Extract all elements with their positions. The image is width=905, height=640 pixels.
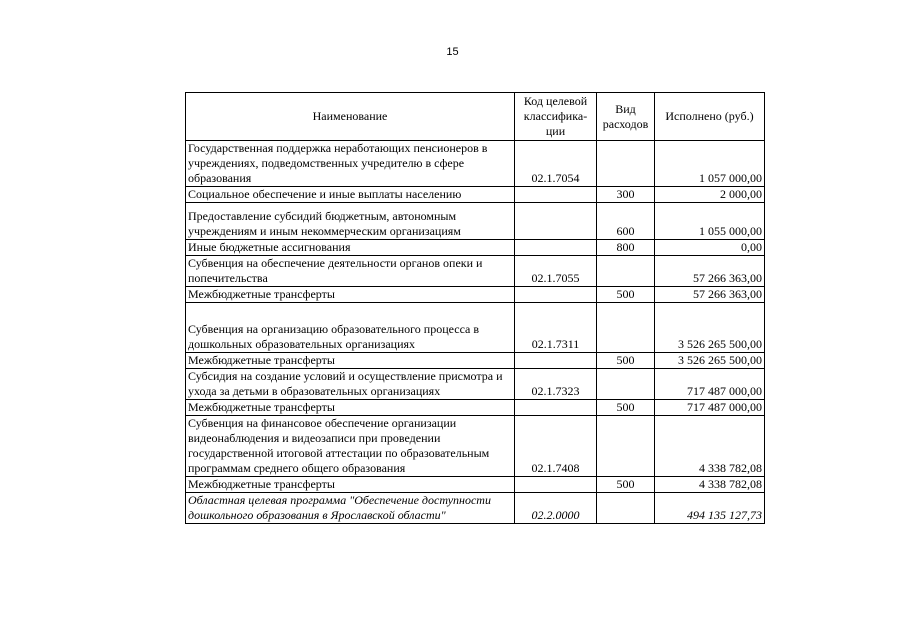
table-row	[186, 353, 765, 369]
row-name: Государственная поддержка неработающих пенсионеров в учреждениях, подведомственных учредителю в сфере образования	[186, 141, 515, 187]
table-row	[186, 256, 765, 287]
row-code: 02.1.7054	[515, 141, 597, 187]
row-amount: 57 266 363,00	[655, 256, 765, 287]
row-code	[515, 287, 597, 303]
row-amount: 0,00	[655, 240, 765, 256]
row-amount: 3 526 265 500,00	[655, 353, 765, 369]
row-code	[515, 203, 597, 240]
row-name: Социальное обеспечение и иные выплаты населению	[186, 187, 515, 203]
row-amount: 494 135 127,73	[655, 493, 765, 524]
row-type	[597, 416, 655, 477]
header-amount: Исполнено (руб.)	[655, 93, 765, 141]
row-type	[597, 493, 655, 524]
row-code: 02.1.7323	[515, 369, 597, 400]
row-amount: 2 000,00	[655, 187, 765, 203]
row-type: 600	[597, 203, 655, 240]
row-name: Межбюджетные трансферты	[186, 477, 515, 493]
row-type: 500	[597, 477, 655, 493]
row-amount: 4 338 782,08	[655, 416, 765, 477]
row-name: Предоставление субсидий бюджетным, автономным учреждениям и иным некоммерческим организациям	[186, 203, 515, 240]
row-code: 02.1.7408	[515, 416, 597, 477]
table-row	[186, 240, 765, 256]
table-row	[186, 400, 765, 416]
row-name: Субвенция на организацию образовательного процесса в дошкольных образовательных организациях	[186, 303, 515, 353]
row-amount: 717 487 000,00	[655, 369, 765, 400]
table-row	[186, 477, 765, 493]
row-code	[515, 477, 597, 493]
row-amount: 4 338 782,08	[655, 477, 765, 493]
row-code: 02.1.7055	[515, 256, 597, 287]
row-name: Межбюджетные трансферты	[186, 353, 515, 369]
page-number: 15	[446, 46, 459, 58]
row-name: Межбюджетные трансферты	[186, 287, 515, 303]
header-name: Наименование	[186, 93, 515, 141]
row-code	[515, 400, 597, 416]
row-type: 300	[597, 187, 655, 203]
row-type	[597, 369, 655, 400]
row-name: Субвенция на обеспечение деятельности органов опеки и попечительства	[186, 256, 515, 287]
row-type	[597, 256, 655, 287]
budget-table	[185, 92, 765, 524]
row-code	[515, 240, 597, 256]
table-row	[186, 287, 765, 303]
table-row	[186, 493, 765, 524]
row-name: Субвенция на финансовое обеспечение организации видеонаблюдения и видеозаписи при проведении государственной итоговой аттестации по образовательным программам среднего общего образования	[186, 416, 515, 477]
row-type: 500	[597, 287, 655, 303]
row-amount: 1 055 000,00	[655, 203, 765, 240]
table-row	[186, 416, 765, 477]
row-type	[597, 303, 655, 353]
row-name: Субсидия на создание условий и осуществление присмотра и ухода за детьми в образовательных организациях	[186, 369, 515, 400]
header-code: Код целевой классифика-ции	[515, 93, 597, 141]
row-amount: 3 526 265 500,00	[655, 303, 765, 353]
row-code: 02.2.0000	[515, 493, 597, 524]
row-code: 02.1.7311	[515, 303, 597, 353]
row-amount: 717 487 000,00	[655, 400, 765, 416]
table-row	[186, 141, 765, 187]
header-type: Вид расходов	[597, 93, 655, 141]
row-name: Иные бюджетные ассигнования	[186, 240, 515, 256]
row-amount: 57 266 363,00	[655, 287, 765, 303]
row-code	[515, 353, 597, 369]
row-type	[597, 141, 655, 187]
row-type: 500	[597, 353, 655, 369]
table-row	[186, 369, 765, 400]
row-type: 800	[597, 240, 655, 256]
row-name: Межбюджетные трансферты	[186, 400, 515, 416]
row-amount: 1 057 000,00	[655, 141, 765, 187]
table-row	[186, 203, 765, 240]
row-name: Областная целевая программа "Обеспечение доступности дошкольного образования в Ярославской области"	[186, 493, 515, 524]
table-row	[186, 187, 765, 203]
table-row	[186, 303, 765, 353]
row-type: 500	[597, 400, 655, 416]
row-code	[515, 187, 597, 203]
table-header-row	[186, 93, 765, 141]
